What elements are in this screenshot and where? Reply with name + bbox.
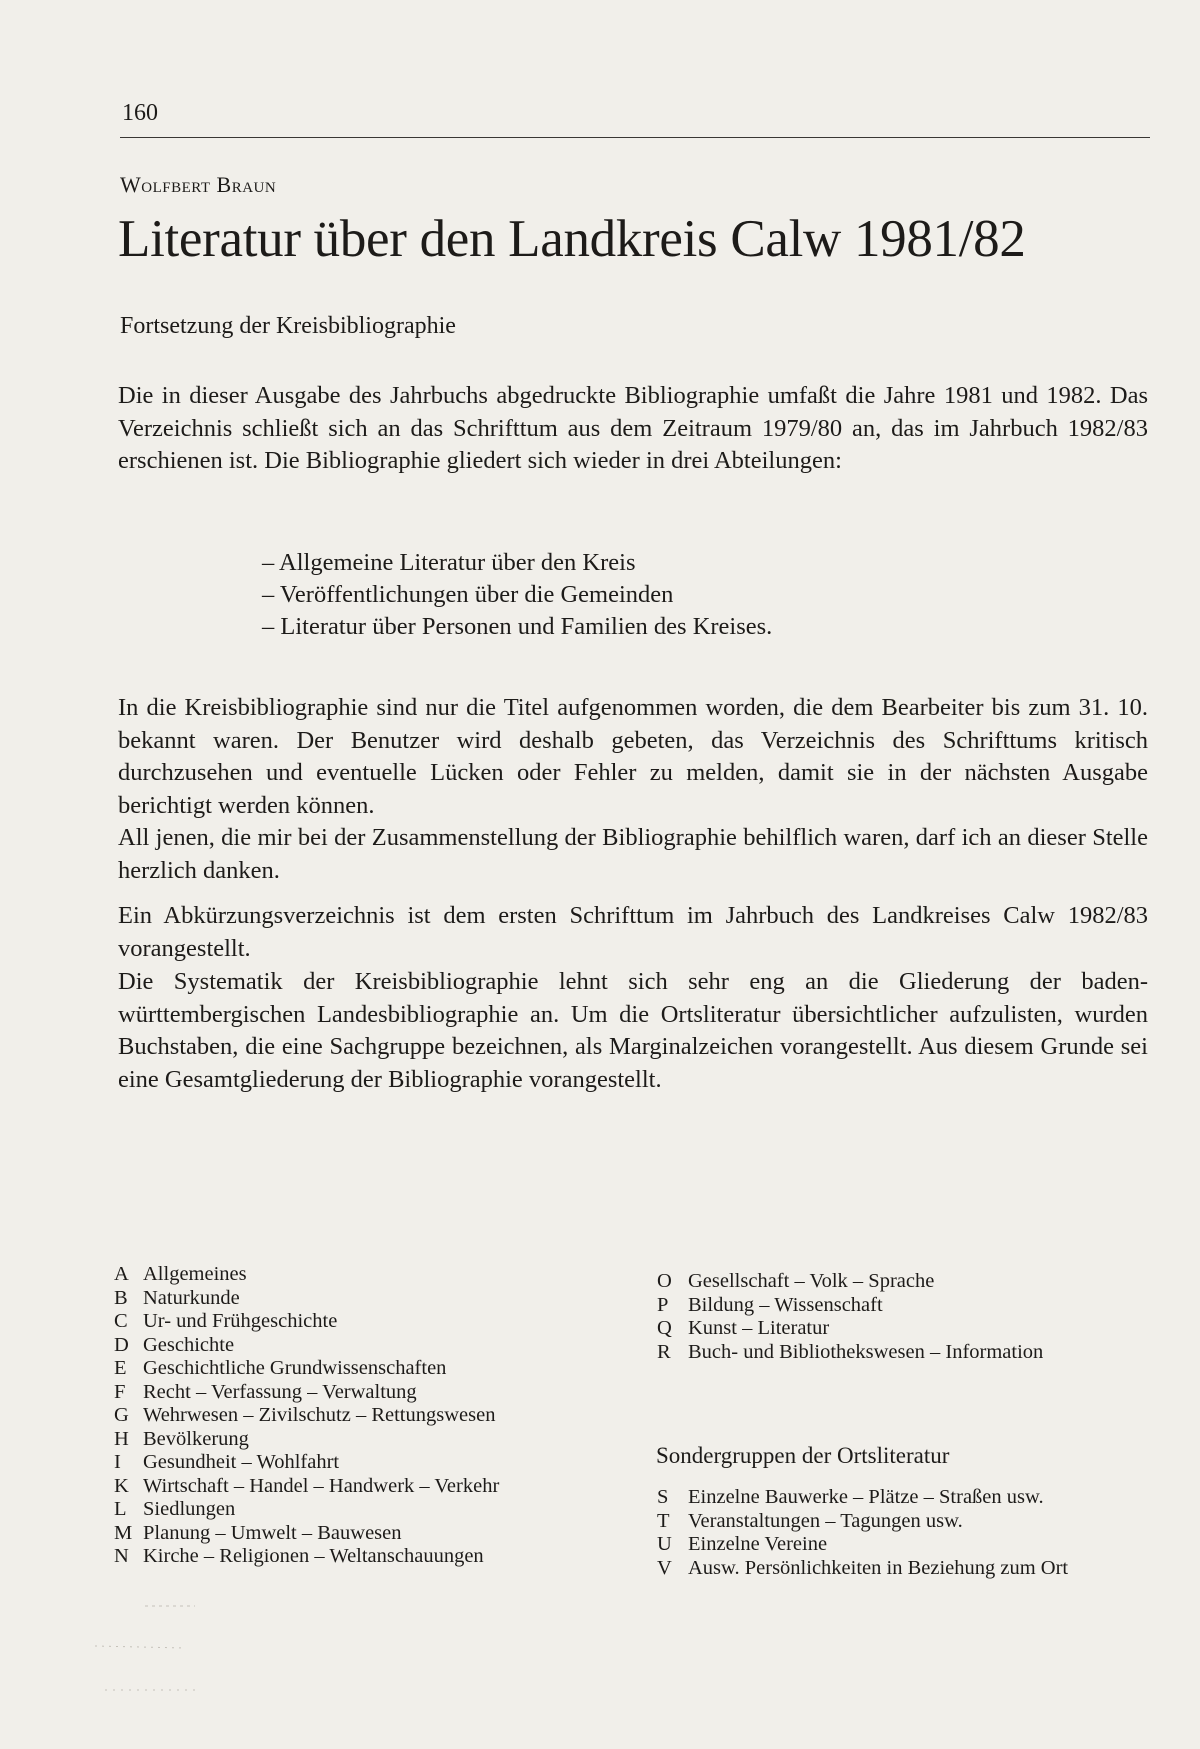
list-item (657, 1510, 1068, 1534)
list-item (114, 1404, 499, 1428)
systematics-list-left (114, 1263, 499, 1569)
group-code: B (114, 1286, 128, 1309)
group-code: T (657, 1509, 670, 1532)
list-item (114, 1498, 499, 1522)
list-item (657, 1533, 1068, 1557)
list-item (114, 1381, 499, 1405)
list-item (114, 1263, 499, 1287)
group-code: M (114, 1521, 133, 1544)
list-item (114, 1334, 499, 1358)
scan-artifact-marks (85, 1590, 205, 1700)
thanks-paragraph: All jenen, die mir bei der Zusammenstellung der Bibliographie behilflich waren, darf ich an dieser Stelle herzlich danken. (118, 824, 1148, 884)
list-item (657, 1294, 1043, 1318)
abbreviation-paragraph: Ein Abkürzungsverzeichnis ist dem ersten Schrifttum im Jahrbuch des Landkreises Calw 1982/83 vorangestellt. (118, 902, 1148, 962)
group-label: Kirche – Religionen – Weltanschauungen (143, 1545, 484, 1567)
systematics-list-right (657, 1270, 1043, 1364)
page-number: 160 (122, 100, 158, 126)
group-label: Siedlungen (143, 1498, 236, 1520)
group-code: R (657, 1340, 671, 1363)
group-label: Wehrwesen – Zivilschutz – Rettungswesen (143, 1404, 496, 1426)
list-item (114, 1357, 499, 1381)
group-label: Geschichtliche Grundwissenschaften (143, 1357, 447, 1379)
division-list (262, 547, 772, 643)
special-groups-list (657, 1486, 1068, 1580)
division-item: – Veröffentlichungen über die Gemeinden (262, 581, 674, 608)
scope-paragraph: In die Kreisbibliographie sind nur die Titel aufgenommen worden, die dem Bearbeiter bis zum 31. 10. bekannt waren. Der Benutzer wird deshalb gebeten, das Verzeichnis des Schrifttums kritisch durchzusehen und eventuelle Lücken oder Fehler zu melden, damit sie in der nächsten Ausgabe berichtigt werden können. (118, 694, 1148, 819)
group-code: A (114, 1263, 129, 1285)
list-item (114, 1287, 499, 1311)
list-item (114, 1310, 499, 1334)
group-code: O (657, 1270, 672, 1292)
group-label: Einzelne Bauwerke – Plätze – Straßen usw. (688, 1486, 1044, 1508)
list-item (657, 1317, 1043, 1341)
list-item (657, 1341, 1043, 1365)
group-code: E (114, 1357, 127, 1379)
intro-paragraph: Die in dieser Ausgabe des Jahrbuchs abgedruckte Bibliographie umfaßt die Jahre 1981 und 1982. Das Verzeichnis schließt sich an das Schrifttum aus dem Zeitraum 1979/80 an, das im Jahrbuch 1982/83 erschienen ist. Die Bibliographie gliedert sich wieder in drei Abteilungen: (118, 382, 1148, 474)
group-label: Ausw. Persönlichkeiten in Beziehung zum Ort (688, 1556, 1069, 1579)
group-label: Ur- und Frühgeschichte (143, 1310, 338, 1332)
group-code: V (657, 1556, 672, 1579)
group-code: I (114, 1451, 121, 1473)
group-label: Allgemeines (143, 1263, 247, 1285)
group-code: L (114, 1498, 127, 1520)
group-label: Wirtschaft – Handel – Handwerk – Verkehr (143, 1474, 500, 1497)
group-code: D (114, 1333, 129, 1356)
special-groups-heading: Sondergruppen der Ortsliteratur (656, 1443, 950, 1468)
group-code: U (657, 1533, 672, 1555)
group-label: Einzelne Vereine (688, 1533, 828, 1555)
author-name: Wolfbert Braun (120, 172, 277, 197)
header-rule (120, 137, 1150, 138)
group-code: H (114, 1427, 129, 1450)
systematics-paragraph: Die Systematik der Kreisbibliographie lehnt sich sehr eng an die Gliederung der baden-württembergischen Landesbibliographie an. Um die Ortsliteratur übersichtlicher aufzulisten, wurden Buchstaben, die eine Sachgruppe bezeichnen, als Marginalzeichen vorangestellt. Aus diesem Grunde sei eine Gesamtgliederung der Bibliographie vorangestellt. (118, 968, 1148, 1093)
group-label: Kunst – Literatur (688, 1317, 830, 1339)
group-code: G (114, 1404, 129, 1426)
group-label: Bildung – Wissenschaft (688, 1293, 883, 1316)
group-label: Recht – Verfassung – Verwaltung (143, 1380, 417, 1403)
group-code: Q (657, 1317, 672, 1339)
group-label: Veranstaltungen – Tagungen usw. (688, 1509, 963, 1532)
article-title: Literatur über den Landkreis Calw 1981/82 (118, 210, 1026, 268)
list-item (657, 1557, 1068, 1581)
group-label: Gesundheit – Wohlfahrt (143, 1451, 340, 1473)
list-item (657, 1270, 1043, 1294)
list-item (657, 1486, 1068, 1510)
group-code: S (657, 1486, 669, 1508)
group-label: Bevölkerung (143, 1427, 249, 1450)
group-code: K (114, 1474, 129, 1497)
article-subtitle: Fortsetzung der Kreisbibliographie (120, 313, 456, 339)
list-item (114, 1428, 499, 1452)
list-item (114, 1545, 499, 1569)
group-label: Buch- und Bibliothekswesen – Information (688, 1340, 1044, 1363)
group-label: Planung – Umwelt – Bauwesen (143, 1521, 402, 1544)
list-item (114, 1451, 499, 1475)
group-label: Gesellschaft – Volk – Sprache (688, 1270, 935, 1292)
group-code: P (657, 1293, 669, 1316)
list-item (114, 1522, 499, 1546)
division-item: – Literatur über Personen und Familien des Kreises. (262, 613, 773, 640)
group-code: F (114, 1380, 126, 1403)
list-item (114, 1475, 499, 1499)
group-label: Geschichte (143, 1333, 235, 1356)
division-item: – Allgemeine Literatur über den Kreis (262, 549, 636, 576)
group-code: C (114, 1310, 128, 1332)
group-label: Naturkunde (143, 1286, 240, 1309)
group-code: N (114, 1545, 129, 1567)
